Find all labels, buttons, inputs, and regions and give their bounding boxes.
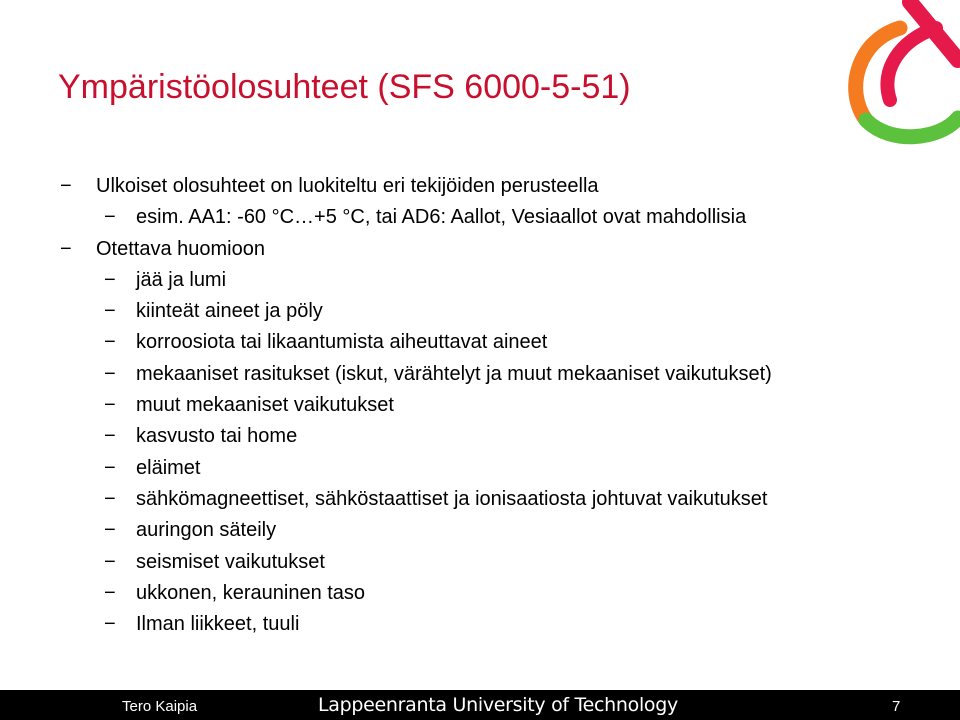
- bullet-text: jää ja lumi: [136, 268, 227, 291]
- lut-ampersand-logo-icon: [840, 0, 960, 150]
- footer-author: Tero Kaipia: [122, 698, 198, 715]
- list-item: [0, 266, 960, 297]
- bullet-text: esim. AA1: -60 °C…+5 °C, tai AD6: Aallot, Vesiaallot ovat mahdollisia: [136, 206, 747, 229]
- bullet-dash: −: [104, 268, 116, 291]
- bullet-text: eläimet: [136, 456, 201, 479]
- list-item: [0, 454, 960, 485]
- bullet-text: mekaaniset rasitukset (iskut, värähtelyt ja muut mekaaniset vaikutukset): [136, 362, 772, 385]
- footer-university: Lappeenranta University of Technology: [318, 694, 678, 716]
- footer-bar: [0, 690, 960, 720]
- bullet-dash: −: [104, 206, 116, 229]
- slide-title: Ympäristöolosuhteet (SFS 6000-5-51): [58, 68, 631, 106]
- bullet-dash: −: [104, 519, 116, 542]
- bullet-dash: −: [104, 394, 116, 417]
- list-item: [0, 485, 960, 516]
- list-item: [0, 360, 960, 391]
- list-item: [0, 297, 960, 328]
- list-item: [0, 172, 960, 203]
- bullet-text: Ulkoiset olosuhteet on luokiteltu eri tekijöiden perusteella: [96, 175, 599, 197]
- bullet-text: sähkömagneettiset, sähköstaattiset ja ionisaatiosta johtuvat vaikutukset: [136, 487, 768, 510]
- bullet-text: muut mekaaniset vaikutukset: [136, 394, 394, 417]
- bullet-text: ukkonen, kerauninen taso: [136, 581, 366, 604]
- list-item: [0, 235, 960, 266]
- page-number: 7: [892, 698, 901, 715]
- list-item: [0, 328, 960, 359]
- list-item: [0, 391, 960, 422]
- bullet-dash: −: [104, 331, 116, 354]
- bullet-text: korroosiota tai likaantumista aiheuttavat aineet: [136, 331, 548, 354]
- bullet-dash: −: [104, 613, 116, 636]
- bullet-text: Otettava huomioon: [96, 237, 265, 260]
- bullet-dash: −: [104, 581, 116, 604]
- list-item: [0, 203, 960, 234]
- list-item: [0, 579, 960, 610]
- bullet-list: [0, 172, 960, 641]
- bullet-text: Ilman liikkeet, tuuli: [136, 613, 300, 636]
- bullet-dash: −: [104, 550, 116, 573]
- bullet-dash: −: [60, 237, 72, 260]
- bullet-dash: −: [104, 425, 116, 448]
- bullet-text: auringon säteily: [136, 519, 277, 542]
- list-item: [0, 516, 960, 547]
- bullet-dash: −: [104, 300, 116, 323]
- bullet-text: kasvusto tai home: [136, 425, 298, 448]
- list-item: [0, 422, 960, 453]
- bullet-dash: −: [104, 362, 116, 385]
- bullet-dash: −: [104, 487, 116, 510]
- bullet-dash: −: [60, 175, 72, 197]
- bullet-text: kiinteät aineet ja pöly: [136, 300, 323, 323]
- list-item: [0, 610, 960, 641]
- bullet-dash: −: [104, 456, 116, 479]
- list-item: [0, 548, 960, 579]
- bullet-text: seismiset vaikutukset: [136, 550, 325, 573]
